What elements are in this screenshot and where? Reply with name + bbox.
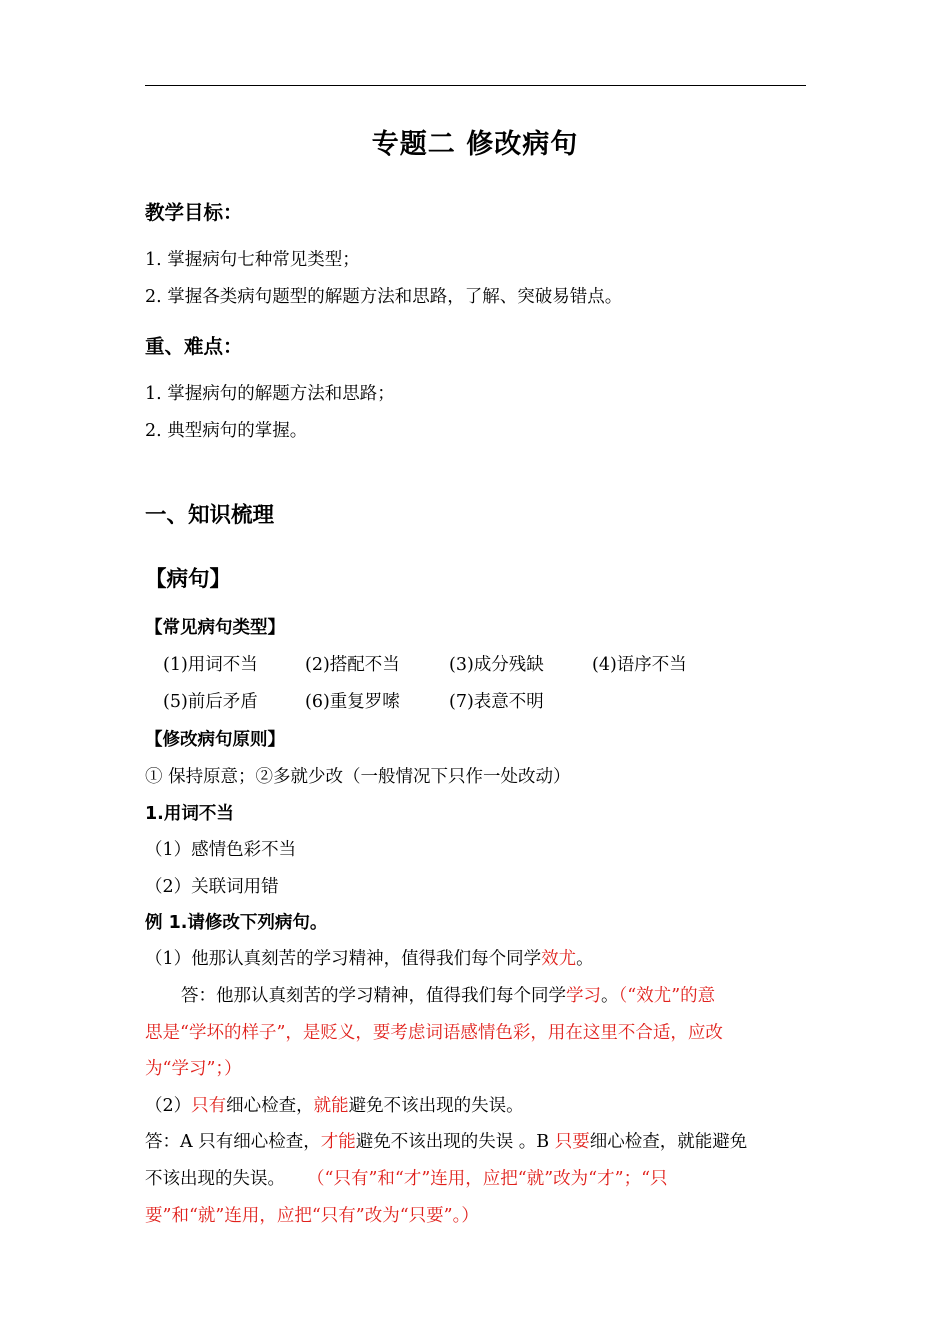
answer-note: （“效尤”的意 <box>618 986 716 1006</box>
goal-item: 2. 掌握各类病句题型的解题方法和思路，了解、突破易错点。 <box>145 287 623 307</box>
answer-2-line <box>145 1128 747 1153</box>
type-item: (5)前后矛盾 <box>163 692 258 712</box>
question-text: 避免不该出现的失误。 <box>348 1096 524 1116</box>
highlighted-word: 才能 <box>320 1132 356 1152</box>
highlighted-word: 就能 <box>313 1096 349 1116</box>
answer-note: 思是“学坏的样子”，是贬义，要考虑词语感情色彩，用在这里不合适，应改 <box>145 1023 723 1043</box>
key-point-item: 1. 掌握病句的解题方法和思路； <box>145 384 395 404</box>
type-item: (6)重复罗嗦 <box>305 692 400 712</box>
answer-note: 要”和“就”连用，应把“只有”改为“只要”。） <box>145 1206 479 1226</box>
key-point-item: 2. 典型病句的掌握。 <box>145 421 308 441</box>
highlighted-word: 只要 <box>554 1132 590 1152</box>
answer-text: 避免不该出现的失误 。B <box>355 1132 555 1152</box>
highlighted-word: 效尤 <box>541 949 577 969</box>
answer-text: 。 <box>601 986 619 1006</box>
key-points-heading: 重、难点： <box>145 335 243 358</box>
type-item: (2)搭配不当 <box>305 655 400 675</box>
answer-1-line <box>181 982 715 1007</box>
question-text: （2） <box>145 1096 192 1116</box>
answer-text: 细心检查，就能避免 <box>589 1132 748 1152</box>
principle-heading: 【修改病句原则】 <box>145 730 285 750</box>
question-1 <box>145 945 594 970</box>
goals-heading: 教学目标： <box>145 201 243 224</box>
example-heading: 例 1.请修改下列病句。 <box>145 913 328 933</box>
type-item: (1)用词不当 <box>163 655 258 675</box>
point-item: （2）关联词用错 <box>145 877 279 897</box>
point-item: （1）感情色彩不当 <box>145 840 297 860</box>
highlighted-word: 学习 <box>566 986 601 1006</box>
principle-text: ① 保持原意；②多就少改（一般情况下只作一处改动） <box>145 767 571 787</box>
answer-note: 为“学习”；） <box>145 1059 242 1079</box>
section-heading: 一、知识梳理 <box>145 503 275 528</box>
answer-text: 答：A 只有细心检查， <box>145 1132 321 1152</box>
question-text: 细心检查， <box>226 1096 314 1116</box>
answer-2-line <box>145 1165 668 1190</box>
type-item: (7)表意不明 <box>449 692 544 712</box>
question-text: （1）他那认真刻苦的学习精神，值得我们每个同学 <box>145 949 542 969</box>
question-text: 。 <box>576 949 594 969</box>
header-rule <box>145 85 806 86</box>
question-2 <box>145 1092 524 1117</box>
highlighted-word: 只有 <box>191 1096 227 1116</box>
types-heading: 【常见病句类型】 <box>145 618 285 638</box>
type-item: (3)成分残缺 <box>449 655 544 675</box>
sub-heading: 【病句】 <box>145 567 232 592</box>
type-item: (4)语序不当 <box>592 655 687 675</box>
page-title: 专题二 修改病句 <box>371 129 579 160</box>
types-row <box>163 651 687 676</box>
types-row <box>163 688 544 713</box>
point-heading: 1.用词不当 <box>145 804 234 824</box>
answer-text: 不该出现的失误。 <box>145 1169 285 1189</box>
answer-text: 答：他那认真刻苦的学习精神，值得我们每个同学 <box>181 986 566 1006</box>
goal-item: 1. 掌握病句七种常见类型； <box>145 250 360 270</box>
answer-note: （“只有”和“才”连用，应把“就”改为“才”；“只 <box>307 1169 668 1189</box>
